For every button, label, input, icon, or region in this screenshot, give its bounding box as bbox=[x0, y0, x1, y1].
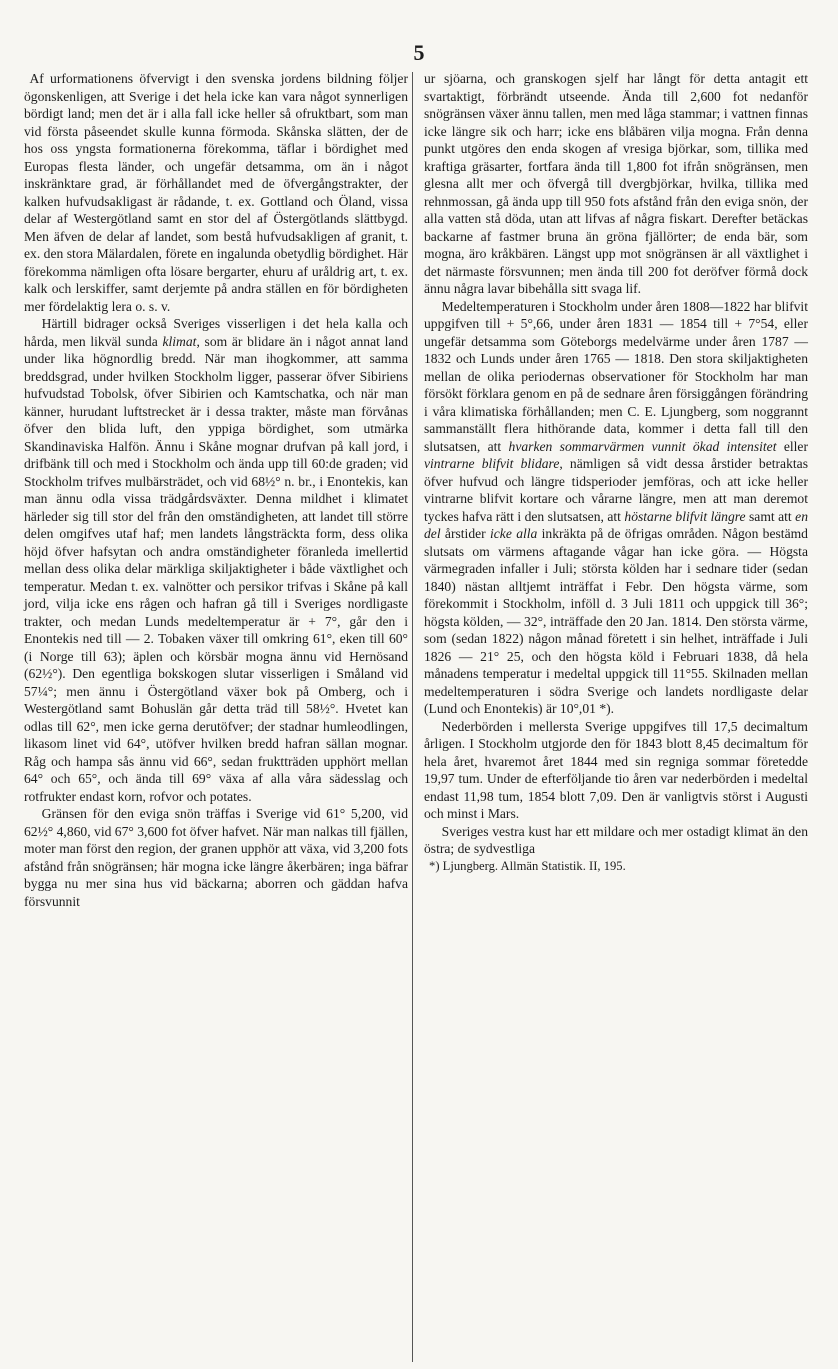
footnote: *) Ljungberg. Allmän Statistik. II, 195. bbox=[429, 858, 626, 873]
emphasis-text: höstarne blifvit längre bbox=[624, 508, 746, 524]
paragraph-geology: Af urformationens öfvervigt i den svenska jordens bildning följer ögonskenligen, att Sverige i det hela icke kan vara något synnerligen bördigt land; men det är i alla fall icke heller så ofruktbart, som man vid första påseendet skulle kunna förmoda. Skånska slätten, der de hos oss yngsta formationerna förekomma, täflar i bördighet med Europas flesta länder, och ungefär detsamma, om än i något inskränktare grad, är förhållandet med de öfvergångstrakter, der kalken hufvudsakligast är rådande, t. ex. Gottland och Öland, vissa delar af Westergötland samt en stor del af Östergötlands slättbygd. Men äfven de delar af landet, som bestå hufvudsakligen af granit, t. ex. den stora Mälardalen, förete en ingalunda obetydlig bördighet. Här förekomma nämligen ofta lösare bergarter, ehuru af uråldrig art, t. ex. kalk och lerskiffer, samt derjemte på andra ställen en för bördigheten mer fördelaktig lera o. s. v. bbox=[24, 71, 408, 314]
emphasis-klimat: klimat bbox=[162, 333, 197, 349]
emphasis-text: vintrarne blifvit blidare bbox=[424, 456, 560, 471]
text-segment: Härtill bidrager också Sveriges visserligen i det hela kalla och hårda, men likväl sunda bbox=[24, 316, 408, 349]
text-segment: , nämligen så vidt dessa årstider betraktas öfver hufvud och längre tidsperioder jemföras, och att icke heller vintrarne blifvit kortare och vårarne längre, men att man deremot tyckes hafva rätt i den slutsatsen, att bbox=[424, 456, 808, 524]
paragraph-precipitation: Nederbörden i mellersta Sverige uppgifves till 17,5 decimaltum årligen. I Stockholm utgjorde den för 1843 blott 8,45 decimaltum för hela året, hvaremot året 1844 med sin regniga sommar företedde 19,97 tum. Under de efterföljande tio åren var nederbörden i medeltal endast 11,98 tum, 1854 blott 7,09. Den är vanligtvis störst i Augusti och minst i Mars. bbox=[424, 718, 808, 821]
text-segment: samt att bbox=[745, 508, 796, 524]
text-segment: inkräkta på de öfrigas områden. Någon bestämd slutsats om värmens aftagande vågar han icke göra. — Högsta värmegraden infaller i Juli; största kölden har i sednare tider (sedan 1840) nästan alltjemt inträffat i Febr. Den högsta värme, som förekommit i Stockholm, inföll d. 3 Juli 1811 och uppgick till 36°; högsta kölden, — 32°, inträffade den 20 Jan. 1814. Den största värme, som (sedan 1822) någon månad företett i sin helhet, inträffade i Juli 1826 — 21° 25, och den högsta köld i Februari 1838, då hela månadens temperatur i medeltal uppgick till 11°55. Skilnaden mellan medeltemperaturen i södra Sverige och landets nordligaste delar (Lund och Enontekis) är 10°,01 *). bbox=[424, 526, 808, 716]
column-divider bbox=[412, 72, 413, 1362]
paragraph-west-coast: Sveriges vestra kust har ett mildare och mer ostadigt klimat än den östra; de sydvestliga bbox=[424, 823, 808, 856]
emphasis-text: icke alla bbox=[490, 526, 538, 541]
text-segment: , som är blidare än i något annat land under lika högnordlig bredd. När man ihogkommer, att samma breddsgrad, under hvilken Stockholm ligger, passerar öfver Sibiriens hufvudstad Tobolsk, öfver Sibirien och Kamtschatka, och när man känner, hurudant luftstrecket är i dessa trakter, måste man förvånas öfver den blida luft, den yppiga bördighet, som utmärka Skandinaviska Halfön. Ännu i Skåne mognar drufvan på kall jord, i drifbänk till och med i Stockholm och ända upp till 60:de graden; vid Stockholm trifves mulbärsträdet, och vid 68½° n. br., i Enontekis, kan man ännu odla vissa trädgårdsväxter. Denna mildhet i klimatet härleder sig till stor del från den omständigheten, att landet till större delen omgifves utaf haf; men landets långsträckta form, dess olika höjd öfver hafsytan och andra omständigheter föranleda imellertid mellan dess olika delar märkliga skiljaktigheter i både växtlighet och temperatur. Medan t. ex. valnötter och persikor trifvas i Skåne på kall jord, vilja icke ens rågen och hafran gå till i Sveriges nordligaste trakter, och medan Lunds medeltemperatur är + 7°, går den i Enontekis ned till — 2. Tobaken växer till omkring 61°, eken till 60° (i Norge till 63); äplen och körsbär mogna ännu vid Hernösand (62½°). Den egentliga bokskogen slutar visserligen i Småland vid 57¼°; men ännu i Östergötland växer bok på Omberg, och i Westergötland samt Bohuslän går detta träd till 58½°. Hvetet kan odlas till 62°, men icke gerna derutöfver; der stadnar humleodlingen, likasom linet vid 64°, utöfver hvilken bredd hafran sällan mognar. Råg och hampa sås ännu vid 66°, sedan fruktträden upphört mellan 64° och 65°, och ända till 69° växa af alla våra sädesslag och rotfrukter endast korn, rofvor och potates. bbox=[24, 333, 409, 804]
left-column bbox=[24, 70, 408, 910]
right-column bbox=[424, 70, 808, 875]
text-segment: årstider bbox=[440, 526, 490, 541]
paragraph-vegetation-zones: ur sjöarna, och granskogen sjelf har långt för detta antagit ett svartaktigt, förbrändt utseende. Ända till 2,600 fot nedanför snögränsen växer ännu tallen, men med låga stammar; i vattnen finnas icke längre sik och harr; icke ens blåbären vilja mogna. Från denna punkt utgöres den enda skogen af vresiga björkar, som, tillika med kraftiga gräsarter, fortfara ända till 1,800 fot ifrån snögränsen, men glesna allt mer och öfvergå till dvergbjörkar, hvilka, tillika med rehnmossan, gå ända upp till 950 fots afstånd från den eviga snön, der alla vatten stå döda, utan att lifvas af några fiskart. Derefter betäckas backarne af fastmer bruna än gröna fjällörter; de enda bär, som mogna, äro kråkbären. Längst upp mot snögränsen är all växtlighet i det närmaste försvunnen; men ända till 200 fot deröfver förmå dock ännu några lavar bibehålla sitt svaga lif. bbox=[424, 71, 808, 296]
paragraph-climate bbox=[24, 315, 408, 805]
text-segment: eller bbox=[776, 438, 808, 454]
paragraph-snow-line: Gränsen för den eviga snön träffas i Sverige vid 61° 5,200, vid 62½° 4,860, vid 67° 3,600 fot öfver hafvet. När man nalkas till fjällen, moter man först den region, der granen upphör att växa, vid 3,200 fots afstånd från snögränsen; här mogna icke längre åkerbären; inga bäfrar bygga nu mer sina hus vid bäckarna; aborren och gäddan hafva försvunnit bbox=[24, 806, 408, 909]
paragraph-temperature bbox=[424, 298, 808, 718]
text-segment: Medeltemperaturen i Stockholm under åren 1808—1822 har blifvit uppgifven till + 5°,66, under åren 1831 — 1854 till + 7°54, eller ungefär detsamma som Göteborgs medelvärme under åren 1787 — 1832 och Lunds under åren 1765 — 1818. Den stora skiljaktigheten mellan de olika periodernas observationer för Stockholm har man försökt förklara genom en på de sednare åren försiggången förändring i våra klimatiska förhållanden; men C. E. Ljungberg, som noggrannt sammanställt flera hithörande data, kommer i detta fall till den slutsatsen, att bbox=[424, 298, 808, 454]
emphasis-text: hvarken sommarvärmen vunnit ökad intensitet bbox=[508, 438, 777, 454]
page-number: 5 bbox=[413, 40, 425, 65]
emphasis-text: en del bbox=[424, 508, 808, 541]
